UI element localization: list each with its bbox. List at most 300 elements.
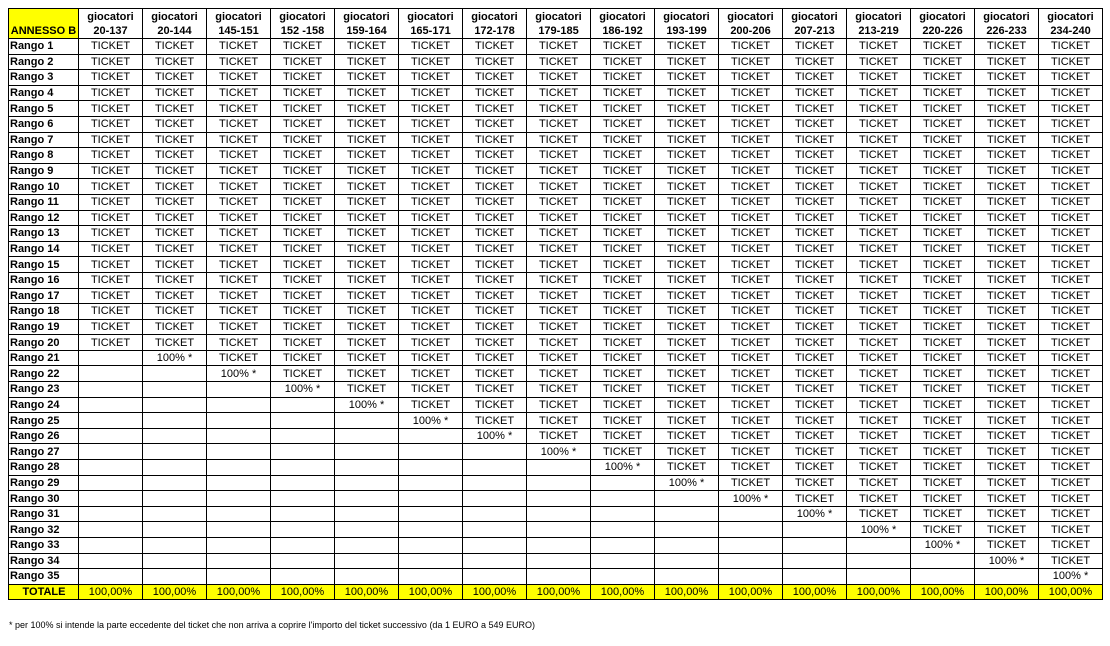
table-cell — [207, 553, 271, 569]
table-cell: TICKET — [847, 194, 911, 210]
table-cell: 100% * — [911, 538, 975, 554]
total-cell: 100,00% — [719, 584, 783, 600]
table-row — [9, 319, 1103, 335]
row-label: Rango 20 — [9, 335, 79, 351]
table-cell: TICKET — [975, 522, 1039, 538]
table-cell: TICKET — [591, 163, 655, 179]
table-cell: TICKET — [975, 179, 1039, 195]
table-cell — [143, 506, 207, 522]
table-cell: TICKET — [783, 101, 847, 117]
row-label: Rango 1 — [9, 39, 79, 55]
table-cell: TICKET — [271, 179, 335, 195]
table-cell: TICKET — [975, 460, 1039, 476]
table-cell: TICKET — [79, 179, 143, 195]
table-cell: TICKET — [463, 397, 527, 413]
table-row — [9, 132, 1103, 148]
table-cell: TICKET — [783, 460, 847, 476]
table-cell: TICKET — [911, 413, 975, 429]
table-cell — [335, 444, 399, 460]
table-cell: TICKET — [975, 210, 1039, 226]
table-cell: TICKET — [911, 428, 975, 444]
table-cell: TICKET — [271, 85, 335, 101]
table-cell: TICKET — [79, 241, 143, 257]
table-cell: TICKET — [463, 70, 527, 86]
table-cell: TICKET — [719, 413, 783, 429]
table-cell: TICKET — [399, 272, 463, 288]
table-cell: TICKET — [911, 397, 975, 413]
table-cell: TICKET — [463, 39, 527, 55]
table-cell: TICKET — [207, 163, 271, 179]
table-cell: TICKET — [975, 350, 1039, 366]
table-cell — [335, 428, 399, 444]
table-row — [9, 444, 1103, 460]
table-cell: TICKET — [1039, 553, 1103, 569]
table-cell: TICKET — [335, 194, 399, 210]
table-cell: TICKET — [655, 444, 719, 460]
table-row — [9, 538, 1103, 554]
table-cell: TICKET — [847, 70, 911, 86]
column-header-range: 165-171 — [410, 24, 451, 37]
table-row — [9, 382, 1103, 398]
table-cell: TICKET — [207, 54, 271, 70]
table-cell: TICKET — [271, 101, 335, 117]
table-cell: TICKET — [911, 210, 975, 226]
table-cell: TICKET — [847, 428, 911, 444]
table-cell — [143, 366, 207, 382]
table-row — [9, 460, 1103, 476]
table-cell — [335, 569, 399, 585]
column-header — [271, 9, 335, 39]
table-cell: TICKET — [143, 132, 207, 148]
table-cell: 100% * — [207, 366, 271, 382]
table-cell: TICKET — [719, 85, 783, 101]
table-cell — [271, 522, 335, 538]
table-cell: 100% * — [591, 460, 655, 476]
table-cell: TICKET — [655, 319, 719, 335]
table-cell: 100% * — [335, 397, 399, 413]
table-cell: TICKET — [79, 163, 143, 179]
table-cell: TICKET — [271, 210, 335, 226]
table-cell: TICKET — [783, 85, 847, 101]
table-cell: TICKET — [1039, 428, 1103, 444]
column-header-range: 159-164 — [346, 24, 387, 37]
table-cell: TICKET — [911, 132, 975, 148]
table-cell: TICKET — [335, 116, 399, 132]
table-cell: TICKET — [719, 54, 783, 70]
table-cell: TICKET — [911, 304, 975, 320]
table-cell — [463, 522, 527, 538]
table-cell: TICKET — [399, 116, 463, 132]
table-row — [9, 506, 1103, 522]
table-cell — [463, 491, 527, 507]
table-cell: TICKET — [975, 85, 1039, 101]
table-cell: TICKET — [591, 428, 655, 444]
table-cell — [591, 538, 655, 554]
table-cell: TICKET — [847, 116, 911, 132]
table-cell: TICKET — [399, 382, 463, 398]
table-cell: TICKET — [975, 272, 1039, 288]
table-cell — [399, 538, 463, 554]
table-cell: TICKET — [335, 335, 399, 351]
column-header-title: giocatori — [599, 10, 646, 23]
table-cell: TICKET — [207, 116, 271, 132]
table-cell: TICKET — [847, 257, 911, 273]
table-cell — [527, 538, 591, 554]
table-cell: TICKET — [847, 319, 911, 335]
table-cell: TICKET — [527, 210, 591, 226]
table-cell: 100% * — [655, 475, 719, 491]
table-row — [9, 272, 1103, 288]
table-cell: TICKET — [207, 335, 271, 351]
table-cell: TICKET — [527, 194, 591, 210]
table-cell: TICKET — [591, 194, 655, 210]
column-header-title: giocatori — [727, 10, 774, 23]
table-cell — [207, 538, 271, 554]
total-row — [9, 584, 1103, 600]
table-cell: TICKET — [655, 194, 719, 210]
table-cell — [399, 460, 463, 476]
table-cell: 100% * — [527, 444, 591, 460]
table-cell: TICKET — [847, 148, 911, 164]
table-cell: TICKET — [79, 101, 143, 117]
table-row — [9, 116, 1103, 132]
table-cell: TICKET — [719, 241, 783, 257]
header-row — [9, 9, 1103, 39]
table-cell: TICKET — [271, 226, 335, 242]
row-label: Rango 9 — [9, 163, 79, 179]
table-cell: TICKET — [207, 179, 271, 195]
total-cell: 100,00% — [463, 584, 527, 600]
table-cell: TICKET — [527, 335, 591, 351]
table-cell: TICKET — [591, 148, 655, 164]
table-cell: TICKET — [847, 132, 911, 148]
table-cell: TICKET — [143, 272, 207, 288]
table-cell: TICKET — [911, 116, 975, 132]
table-cell: TICKET — [911, 54, 975, 70]
table-cell: TICKET — [79, 132, 143, 148]
table-cell: TICKET — [975, 538, 1039, 554]
table-cell: TICKET — [143, 70, 207, 86]
table-cell: 100% * — [783, 506, 847, 522]
table-cell — [975, 569, 1039, 585]
table-row — [9, 366, 1103, 382]
table-cell: TICKET — [911, 460, 975, 476]
table-cell: TICKET — [335, 54, 399, 70]
table-cell: TICKET — [79, 257, 143, 273]
table-cell: TICKET — [655, 413, 719, 429]
table-cell — [271, 460, 335, 476]
table-cell — [399, 428, 463, 444]
table-cell: TICKET — [527, 85, 591, 101]
table-cell: TICKET — [1039, 241, 1103, 257]
table-cell: TICKET — [591, 132, 655, 148]
table-cell: TICKET — [847, 350, 911, 366]
table-cell: TICKET — [719, 397, 783, 413]
table-cell: TICKET — [783, 116, 847, 132]
table-cell: TICKET — [463, 148, 527, 164]
table-cell: TICKET — [271, 350, 335, 366]
table-row — [9, 241, 1103, 257]
table-cell: TICKET — [399, 101, 463, 117]
table-cell: TICKET — [79, 304, 143, 320]
table-cell: TICKET — [783, 288, 847, 304]
table-cell: TICKET — [271, 116, 335, 132]
table-row — [9, 226, 1103, 242]
table-cell — [463, 569, 527, 585]
table-row — [9, 85, 1103, 101]
table-cell: TICKET — [79, 85, 143, 101]
table-cell: TICKET — [1039, 538, 1103, 554]
table-cell: TICKET — [463, 210, 527, 226]
table-row — [9, 428, 1103, 444]
table-cell: TICKET — [719, 304, 783, 320]
table-cell: TICKET — [335, 179, 399, 195]
table-cell: TICKET — [719, 132, 783, 148]
table-cell: TICKET — [207, 101, 271, 117]
table-cell: TICKET — [463, 132, 527, 148]
table-cell: TICKET — [719, 272, 783, 288]
table-cell: TICKET — [783, 475, 847, 491]
column-header-range: 145-151 — [218, 24, 259, 37]
table-cell: TICKET — [719, 257, 783, 273]
table-cell: TICKET — [911, 194, 975, 210]
table-cell — [271, 428, 335, 444]
table-row — [9, 210, 1103, 226]
table-cell — [591, 475, 655, 491]
table-cell — [591, 522, 655, 538]
table-cell — [271, 397, 335, 413]
table-cell: TICKET — [1039, 194, 1103, 210]
table-cell — [911, 553, 975, 569]
table-cell — [591, 553, 655, 569]
table-cell — [655, 522, 719, 538]
table-cell: TICKET — [591, 85, 655, 101]
column-header-range: 20-144 — [157, 24, 192, 37]
column-header-title: giocatori — [1047, 10, 1094, 23]
table-cell: TICKET — [847, 272, 911, 288]
table-row — [9, 397, 1103, 413]
column-header — [719, 9, 783, 39]
table-cell: TICKET — [527, 226, 591, 242]
table-cell: TICKET — [399, 288, 463, 304]
table-cell: TICKET — [207, 39, 271, 55]
table-cell: TICKET — [847, 475, 911, 491]
table-cell: TICKET — [143, 288, 207, 304]
table-cell: TICKET — [1039, 226, 1103, 242]
table-cell: TICKET — [591, 319, 655, 335]
table-cell — [207, 413, 271, 429]
table-cell: TICKET — [655, 179, 719, 195]
column-header-range: 207-213 — [794, 24, 835, 37]
table-cell: TICKET — [207, 288, 271, 304]
table-cell: TICKET — [79, 116, 143, 132]
table-cell — [335, 491, 399, 507]
table-cell — [719, 538, 783, 554]
table-cell: TICKET — [1039, 350, 1103, 366]
row-label: Rango 18 — [9, 304, 79, 320]
table-cell: TICKET — [207, 194, 271, 210]
table-cell: TICKET — [527, 148, 591, 164]
table-cell — [463, 460, 527, 476]
table-cell — [719, 506, 783, 522]
table-cell: TICKET — [399, 54, 463, 70]
table-cell: TICKET — [975, 116, 1039, 132]
column-header-title: giocatori — [343, 10, 390, 23]
table-cell: TICKET — [719, 163, 783, 179]
table-cell: TICKET — [719, 382, 783, 398]
table-cell: TICKET — [79, 70, 143, 86]
table-cell: TICKET — [783, 428, 847, 444]
table-cell: TICKET — [79, 272, 143, 288]
table-cell: TICKET — [271, 132, 335, 148]
table-cell: TICKET — [783, 132, 847, 148]
total-cell: 100,00% — [79, 584, 143, 600]
table-cell: TICKET — [463, 241, 527, 257]
table-cell: TICKET — [1039, 101, 1103, 117]
table-cell: TICKET — [719, 335, 783, 351]
table-cell: TICKET — [527, 257, 591, 273]
total-cell: 100,00% — [399, 584, 463, 600]
table-cell: 100% * — [975, 553, 1039, 569]
table-cell — [847, 569, 911, 585]
table-cell: TICKET — [1039, 116, 1103, 132]
table-cell — [271, 569, 335, 585]
table-cell: TICKET — [911, 226, 975, 242]
table-cell: TICKET — [719, 101, 783, 117]
table-cell: TICKET — [527, 288, 591, 304]
table-cell — [143, 553, 207, 569]
table-cell — [335, 413, 399, 429]
table-cell: TICKET — [591, 397, 655, 413]
table-cell: TICKET — [399, 335, 463, 351]
table-cell: TICKET — [1039, 179, 1103, 195]
table-row — [9, 288, 1103, 304]
table-cell: 100% * — [1039, 569, 1103, 585]
table-cell: TICKET — [527, 101, 591, 117]
table-cell: TICKET — [1039, 491, 1103, 507]
table-row — [9, 569, 1103, 585]
table-cell: TICKET — [79, 335, 143, 351]
table-cell: TICKET — [783, 257, 847, 273]
table-cell — [143, 444, 207, 460]
table-cell: TICKET — [719, 194, 783, 210]
table-cell: TICKET — [591, 366, 655, 382]
table-cell — [527, 491, 591, 507]
table-cell: TICKET — [207, 132, 271, 148]
table-cell: TICKET — [79, 54, 143, 70]
table-cell: TICKET — [399, 148, 463, 164]
table-cell: TICKET — [911, 335, 975, 351]
table-cell: TICKET — [143, 101, 207, 117]
table-cell: TICKET — [527, 70, 591, 86]
table-cell: TICKET — [207, 304, 271, 320]
table-cell: TICKET — [783, 444, 847, 460]
table-cell: TICKET — [975, 366, 1039, 382]
table-cell — [527, 522, 591, 538]
table-cell: TICKET — [335, 210, 399, 226]
row-label: Rango 29 — [9, 475, 79, 491]
table-cell: TICKET — [911, 179, 975, 195]
table-cell: TICKET — [975, 39, 1039, 55]
table-cell: TICKET — [975, 428, 1039, 444]
table-cell: TICKET — [847, 210, 911, 226]
table-cell — [527, 569, 591, 585]
table-cell: TICKET — [719, 70, 783, 86]
table-cell: TICKET — [527, 382, 591, 398]
table-cell: TICKET — [975, 241, 1039, 257]
table-cell: TICKET — [975, 382, 1039, 398]
table-cell: TICKET — [655, 101, 719, 117]
total-cell: 100,00% — [527, 584, 591, 600]
table-cell: TICKET — [271, 39, 335, 55]
row-label: Rango 7 — [9, 132, 79, 148]
table-cell — [783, 538, 847, 554]
column-header-title: giocatori — [855, 10, 902, 23]
table-row — [9, 553, 1103, 569]
total-cell: 100,00% — [655, 584, 719, 600]
table-cell: TICKET — [719, 350, 783, 366]
table-cell — [143, 428, 207, 444]
column-header — [847, 9, 911, 39]
table-row — [9, 39, 1103, 55]
table-cell: TICKET — [463, 382, 527, 398]
row-label: Rango 27 — [9, 444, 79, 460]
table-cell: TICKET — [783, 319, 847, 335]
table-cell: TICKET — [463, 272, 527, 288]
table-cell: TICKET — [207, 210, 271, 226]
table-cell: TICKET — [911, 148, 975, 164]
table-cell: TICKET — [591, 288, 655, 304]
column-header — [463, 9, 527, 39]
table-cell: TICKET — [591, 179, 655, 195]
table-cell: 100% * — [719, 491, 783, 507]
table-cell: TICKET — [975, 506, 1039, 522]
table-cell: TICKET — [719, 319, 783, 335]
table-cell — [527, 553, 591, 569]
row-label: Rango 5 — [9, 101, 79, 117]
table-cell: TICKET — [591, 272, 655, 288]
row-label: Rango 11 — [9, 194, 79, 210]
table-cell: TICKET — [1039, 444, 1103, 460]
table-cell: TICKET — [847, 397, 911, 413]
table-cell: TICKET — [591, 241, 655, 257]
row-label: Rango 16 — [9, 272, 79, 288]
table-cell: TICKET — [1039, 522, 1103, 538]
row-label: Rango 26 — [9, 428, 79, 444]
table-cell: TICKET — [847, 54, 911, 70]
table-cell: TICKET — [1039, 272, 1103, 288]
table-cell: TICKET — [911, 491, 975, 507]
table-cell: TICKET — [655, 70, 719, 86]
table-cell: TICKET — [911, 366, 975, 382]
table-cell: TICKET — [847, 163, 911, 179]
table-cell: TICKET — [591, 39, 655, 55]
table-cell: TICKET — [463, 304, 527, 320]
table-cell: TICKET — [783, 148, 847, 164]
table-cell — [335, 538, 399, 554]
table-cell — [79, 444, 143, 460]
row-label: Rango 6 — [9, 116, 79, 132]
row-label: Rango 12 — [9, 210, 79, 226]
table-cell — [527, 475, 591, 491]
table-cell: TICKET — [463, 179, 527, 195]
table-cell: TICKET — [655, 460, 719, 476]
table-cell: TICKET — [463, 335, 527, 351]
column-header — [527, 9, 591, 39]
table-cell: TICKET — [591, 101, 655, 117]
column-header-title: giocatori — [407, 10, 454, 23]
row-label: Rango 23 — [9, 382, 79, 398]
